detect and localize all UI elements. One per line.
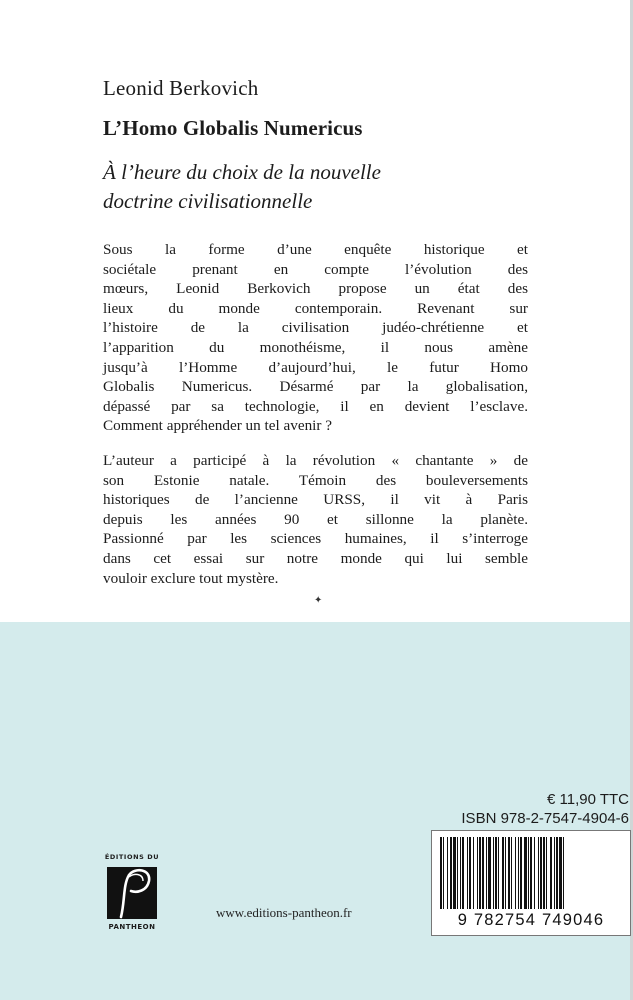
barcode-bar [556,837,558,909]
isbn-label: ISBN 978-2-7547-4904-6 [461,810,629,827]
subtitle-line: doctrine civilisationnelle [103,189,313,213]
blurb-line: jusqu’à l’Homme d’aujourd’hui, le futur Homo [103,358,528,376]
barcode-bar [520,837,522,909]
blurb-line: Comment appréhender un tel avenir ? [103,417,332,435]
pantheon-p-icon [107,863,157,921]
blurb-line: lieux du monde contemporain. Revenant sur [103,299,528,317]
barcode-bar [477,837,478,909]
subtitle-line: À l’heure du choix de la nouvelle [103,160,381,184]
logo-top-text: ÉDITIONS DU [104,853,160,861]
publisher-logo [95,853,169,933]
barcode-bar [540,837,542,909]
blurb-line: Globalis Numericus. Désarmé par la globalisation, [103,378,528,396]
ornament-icon: ✦ [314,595,323,606]
blurb-paragraph-1 [103,240,528,436]
price-label: € 11,90 TTC [547,791,629,808]
barcode-bar [473,837,474,909]
barcode-bar [486,837,487,909]
barcode-bar [457,837,458,909]
barcode-bar [524,837,527,909]
author-name: Leonid Berkovich [103,76,259,100]
barcode-bar [505,837,506,909]
book-subtitle [103,158,443,216]
barcode-bar [534,837,535,909]
blurb-line: Sous la forme d’une enquête historique et [103,241,528,258]
blurb-line: depuis les années 90 et sillonne la planète. [103,510,528,528]
barcode-bar [462,837,464,909]
blurb-line: Passionné par les sciences humaines, il s’interroge [103,530,528,548]
barcode-bar [508,837,510,909]
barcode-bar [495,837,497,909]
barcode-bar [530,837,532,909]
barcode-bar [467,837,468,909]
blurb-line: mœurs, Leonid Berkovich propose un état des [103,280,528,298]
barcode [431,830,631,936]
blurb-line: l’apparition du monothéisme, il nous amène [103,338,528,356]
barcode-bar [479,837,481,909]
blurb-line: historiques de l’ancienne URSS, il vit à Paris [103,491,528,509]
blurb-line: L’auteur a participé à la révolution « chantante » de [103,452,528,469]
barcode-bar [498,837,499,909]
barcode-bar [453,837,456,909]
barcode-bars [440,837,622,909]
publisher-website: www.editions-pantheon.fr [216,905,352,920]
blurb-line: dans cet essai sur notre monde qui lui semble [103,549,528,567]
barcode-bar [493,837,494,909]
barcode-bar [543,837,545,909]
barcode-bar [518,837,519,909]
barcode-bar [559,837,562,909]
barcode-digits: 9 782754 749046 [457,911,605,929]
barcode-bar [515,837,516,909]
barcode-bar [443,837,444,909]
logo-bottom-text: PANTHEON [108,923,156,931]
barcode-bar [440,837,442,909]
barcode-bar [488,837,491,909]
barcode-bar [554,837,555,909]
barcode-bar [550,837,552,909]
barcode-bar [450,837,452,909]
barcode-bar [482,837,484,909]
blurb-line: dépassé par sa technologie, il en devient l’esclave. [103,397,528,415]
blurb-line: vouloir exclure tout mystère. [103,569,279,587]
blurb-line: son Estonie natale. Témoin des bouleversements [103,471,528,489]
book-title: L’Homo Globalis Numericus [103,116,363,140]
barcode-bar [511,837,512,909]
barcode-bar [447,837,448,909]
barcode-bar [563,837,564,909]
barcode-bar [538,837,539,909]
blurb-paragraph-2 [103,451,528,588]
barcode-bar [469,837,471,909]
barcode-bar [546,837,547,909]
blurb-line: sociétale prenant en compte l’évolution des [103,260,528,278]
barcode-bar [528,837,529,909]
barcode-bar [460,837,461,909]
blurb-line: l’histoire de la civilisation judéo-chrétienne et [103,319,528,337]
barcode-bar [502,837,504,909]
